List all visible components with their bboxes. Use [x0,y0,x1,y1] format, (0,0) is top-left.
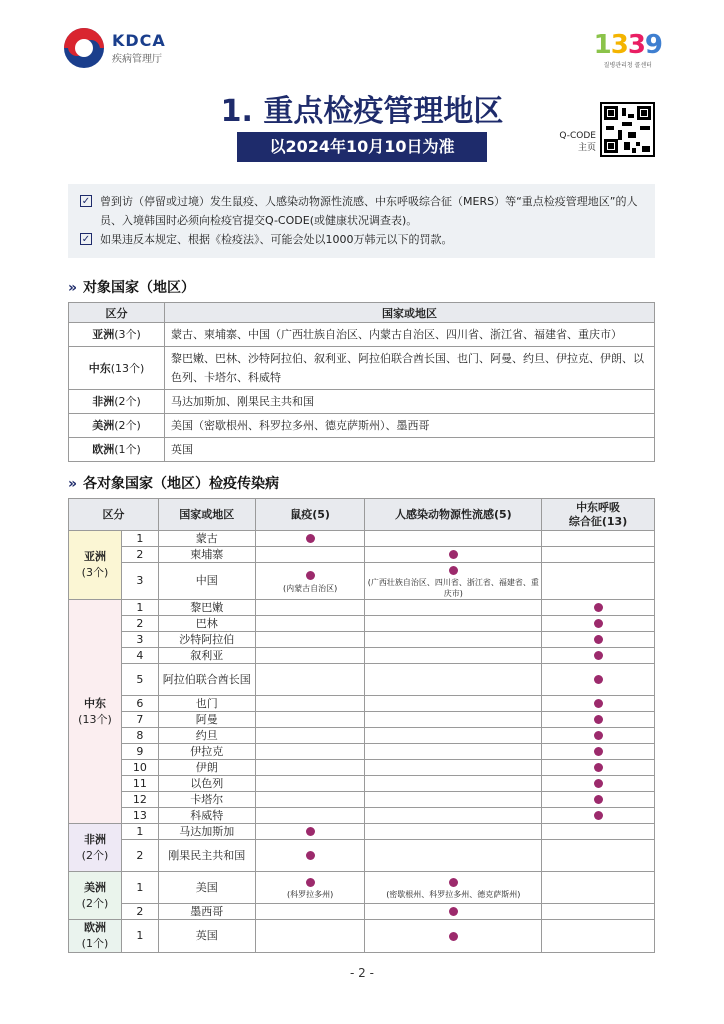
table-row [69,744,655,760]
marked-dot-icon [306,571,315,580]
country-name: 沙特阿拉伯 [158,632,255,648]
qr-label-line2: 主页 [577,143,596,153]
notice-text: 曾到访（停留或过境）发生鼠疫、人感染动物源性流感、中东呼吸综合征（MERS）等“重点检疫管理地区”的人员、入境韩国时必须向检疫官提交Q-CODE(或健康状况调查表)。 [100,195,638,227]
header-region: 区分 [69,499,159,531]
table-row [69,632,655,648]
table-row [69,531,655,547]
flu-cell [365,696,542,712]
countries-cell: 蒙古、柬埔寨、中国（广西壮族自治区、内蒙古自治区、四川省、浙江省、福建省、重庆市） [165,323,655,347]
region-cell [69,390,165,414]
marked-dot-icon [594,699,603,708]
table-row [69,648,655,664]
row-number: 2 [121,547,158,563]
flu-cell [365,776,542,792]
flu-note: (密歇根州、科罗拉多州、德克萨斯州) [386,890,521,899]
row-number: 10 [121,760,158,776]
header-region: 区分 [69,303,165,323]
flu-cell [365,600,542,616]
row-number: 11 [121,776,158,792]
mers-cell [542,563,655,600]
table-row [69,616,655,632]
row-number: 7 [121,712,158,728]
country-name: 美国 [158,872,255,904]
section1-heading [68,277,195,297]
country-name: 中国 [158,563,255,600]
region-count: (1个) [114,443,141,456]
country-name: 蒙古 [158,531,255,547]
double-chevron-icon: » [68,280,78,296]
marked-dot-icon [449,550,458,559]
region-group-cell [69,872,122,920]
region-name: 亚洲 [92,328,115,341]
plague-cell [255,792,365,808]
target-countries-table [68,302,655,462]
plague-cell [255,760,365,776]
table-row [69,776,655,792]
flu-cell [365,904,542,920]
flu-cell [365,648,542,664]
header-plague: 鼠疫(5) [255,499,365,531]
header-mers [542,499,655,531]
table-row [69,824,655,840]
taegeuk-icon [64,28,104,68]
table-row [69,712,655,728]
table-row [69,696,655,712]
region-name: 中东 [88,361,111,375]
country-name: 伊拉克 [158,744,255,760]
row-number: 5 [121,664,158,696]
mers-cell [542,824,655,840]
qr-label-line1: Q-CODE [559,131,596,141]
mers-cell [542,712,655,728]
marked-dot-icon [594,715,603,724]
plague-cell [255,531,365,547]
plague-cell [255,808,365,824]
section2-title: 各对象国家（地区）检疫传染病 [83,476,280,492]
plague-cell [255,600,365,616]
mers-cell [542,664,655,696]
region-group-cell [69,920,122,953]
region-name: 中东 [83,696,106,710]
country-name: 科威特 [158,808,255,824]
header-mers-line1: 中东呼吸 [576,500,621,514]
region-count: (3个) [81,566,109,579]
mers-cell [542,632,655,648]
table-row [69,600,655,616]
plague-cell [255,712,365,728]
marked-dot-icon [449,878,458,887]
plague-cell [255,632,365,648]
plague-cell [255,664,365,696]
section2-heading [68,473,279,493]
marked-dot-icon [594,811,603,820]
row-number: 2 [121,616,158,632]
table-row [69,664,655,696]
mers-cell [542,547,655,563]
table-row [69,728,655,744]
marked-dot-icon [306,851,315,860]
country-name: 伊朗 [158,760,255,776]
marked-dot-icon [594,795,603,804]
marked-dot-icon [594,731,603,740]
notice-item [80,192,645,230]
marked-dot-icon [594,651,603,660]
country-name: 阿曼 [158,712,255,728]
country-name: 约旦 [158,728,255,744]
region-name: 美洲 [92,419,115,432]
region-cell [69,323,165,347]
flu-cell [365,531,542,547]
country-name: 卡塔尔 [158,792,255,808]
row-number: 6 [121,696,158,712]
country-name: 柬埔寨 [158,547,255,563]
region-group-cell [69,600,122,824]
mers-cell [542,696,655,712]
marked-dot-icon [449,932,458,941]
region-name: 欧洲 [83,921,106,934]
region-count: (13个) [78,712,112,726]
hotline-sub: 질병관리청 콜센터 [603,62,652,69]
table-row [69,414,655,438]
flu-cell [365,840,542,872]
region-count: (2个) [114,419,141,432]
page-title: 1. 重点检疫管理地区 [220,94,504,129]
mers-cell [542,728,655,744]
countries-cell: 美国（密歇根州、科罗拉多州、德克萨斯州）、墨西哥 [165,414,655,438]
marked-dot-icon [594,675,603,684]
mers-cell [542,760,655,776]
flu-cell [365,872,542,904]
row-number: 1 [121,824,158,840]
region-name: 亚洲 [83,550,106,563]
disease-table [68,498,655,953]
region-cell [69,438,165,462]
marked-dot-icon [594,747,603,756]
header-countries: 国家或地区 [165,303,655,323]
country-name: 黎巴嫩 [158,600,255,616]
flu-cell [365,744,542,760]
mers-cell [542,920,655,953]
country-name: 也门 [158,696,255,712]
country-name: 以色列 [158,776,255,792]
row-number: 2 [121,904,158,920]
flu-cell [365,616,542,632]
logo-en: KDCA [112,31,166,50]
plague-note: (内蒙古自治区) [282,583,338,593]
row-number: 1 [121,872,158,904]
mers-cell [542,808,655,824]
country-name: 马达加斯加 [158,824,255,840]
region-name: 非洲 [83,832,106,846]
flu-cell [365,824,542,840]
hotline-digit: 3 [610,30,628,60]
region-group-cell [69,531,122,600]
mers-cell [542,840,655,872]
country-name: 刚果民主共和国 [158,840,255,872]
mers-cell [542,600,655,616]
marked-dot-icon [449,907,458,916]
plague-cell [255,872,365,904]
plague-cell [255,616,365,632]
region-name: 欧洲 [92,443,115,456]
plague-cell [255,648,365,664]
row-number: 1 [121,920,158,953]
row-number: 3 [121,632,158,648]
country-name: 巴林 [158,616,255,632]
table-row [69,872,655,904]
kdca-logo [64,28,166,68]
date-note: 以2024年10月10日为准 [237,132,487,162]
marked-dot-icon [594,619,603,628]
row-number: 2 [121,840,158,872]
page-number: - 2 - [350,966,374,980]
plague-cell [255,744,365,760]
countries-cell: 英国 [165,438,655,462]
region-name: 美洲 [83,880,106,894]
section1-title: 对象国家（地区） [83,280,196,296]
mers-cell [542,792,655,808]
mers-cell [542,648,655,664]
region-count: (1个) [81,937,109,950]
marked-dot-icon [594,763,603,772]
plague-cell [255,840,365,872]
flu-cell [365,808,542,824]
marked-dot-icon [594,635,603,644]
table-row [69,323,655,347]
country-name: 英国 [158,920,255,953]
marked-dot-icon [306,827,315,836]
header-mers-line2: 综合征(13) [568,514,628,528]
marked-dot-icon [306,878,315,887]
region-count: (2个) [81,896,109,910]
plague-cell [255,904,365,920]
hotline-digit: 3 [627,30,645,60]
region-count: (13个) [110,361,145,375]
plague-cell [255,824,365,840]
flu-cell [365,547,542,563]
row-number: 1 [121,600,158,616]
double-chevron-icon: » [68,476,78,492]
plague-cell [255,547,365,563]
plague-cell [255,728,365,744]
row-number: 13 [121,808,158,824]
marked-dot-icon [449,566,458,575]
row-number: 12 [121,792,158,808]
flu-cell [365,712,542,728]
header-country: 国家或地区 [158,499,255,531]
region-count: (3个) [114,328,141,341]
table-row [69,390,655,414]
country-name: 阿拉伯联合酋长国 [158,664,255,696]
plague-cell [255,563,365,600]
qr-code-icon[interactable] [600,102,655,157]
marked-dot-icon [594,603,603,612]
checkbox-checked-icon: ✓ [81,196,91,207]
flu-cell [365,760,542,776]
region-count: (2个) [81,848,109,862]
region-name: 非洲 [92,395,115,408]
plague-cell [255,776,365,792]
flu-cell [365,728,542,744]
region-group-cell [69,824,122,872]
mers-cell [542,776,655,792]
checkbox-checked-icon: ✓ [81,234,91,245]
region-count: (2个) [114,395,141,408]
row-number: 3 [121,563,158,600]
table-row [69,347,655,390]
flu-cell [365,792,542,808]
header-flu: 人感染动物源性流感(5) [365,499,542,531]
table-row [69,840,655,872]
row-number: 1 [121,531,158,547]
flu-cell [365,920,542,953]
marked-dot-icon [594,779,603,788]
plague-cell [255,920,365,953]
mers-cell [542,744,655,760]
table-row [69,920,655,953]
table-row [69,547,655,563]
flu-cell [365,664,542,696]
countries-cell: 黎巴嫩、巴林、沙特阿拉伯、叙利亚、阿拉伯联合酋长国、也门、阿曼、约旦、伊拉克、伊朗、以色列、卡塔尔、科威特 [165,347,655,390]
country-name: 叙利亚 [158,648,255,664]
row-number: 4 [121,648,158,664]
notice-item [80,230,645,249]
flu-cell [365,632,542,648]
region-cell [69,347,165,390]
region-cell [69,414,165,438]
hotline-logo [594,30,662,69]
row-number: 8 [121,728,158,744]
qr-label [556,130,596,154]
table-row [69,438,655,462]
mers-cell [542,872,655,904]
row-number: 9 [121,744,158,760]
table-row [69,792,655,808]
country-name: 墨西哥 [158,904,255,920]
notice-box [68,184,655,258]
flu-cell [365,563,542,600]
table-row [69,563,655,600]
hotline-digit: 9 [644,30,662,60]
logo-zh: 疾病管理厅 [112,54,162,65]
hotline-digit: 1 [593,30,611,60]
notice-text: 如果违反本规定、根据《检疫法》、可能会处以1000万韩元以下的罚款。 [100,233,453,246]
plague-cell [255,696,365,712]
countries-cell: 马达加斯加、刚果民主共和国 [165,390,655,414]
mers-cell [542,616,655,632]
mers-cell [542,531,655,547]
mers-cell [542,904,655,920]
marked-dot-icon [306,534,315,543]
plague-note: (科罗拉多州) [286,890,334,899]
table-row [69,904,655,920]
table-row [69,760,655,776]
flu-note: (广西壮族自治区、四川省、浙江省、福建省、重庆市) [367,578,539,598]
table-row [69,808,655,824]
